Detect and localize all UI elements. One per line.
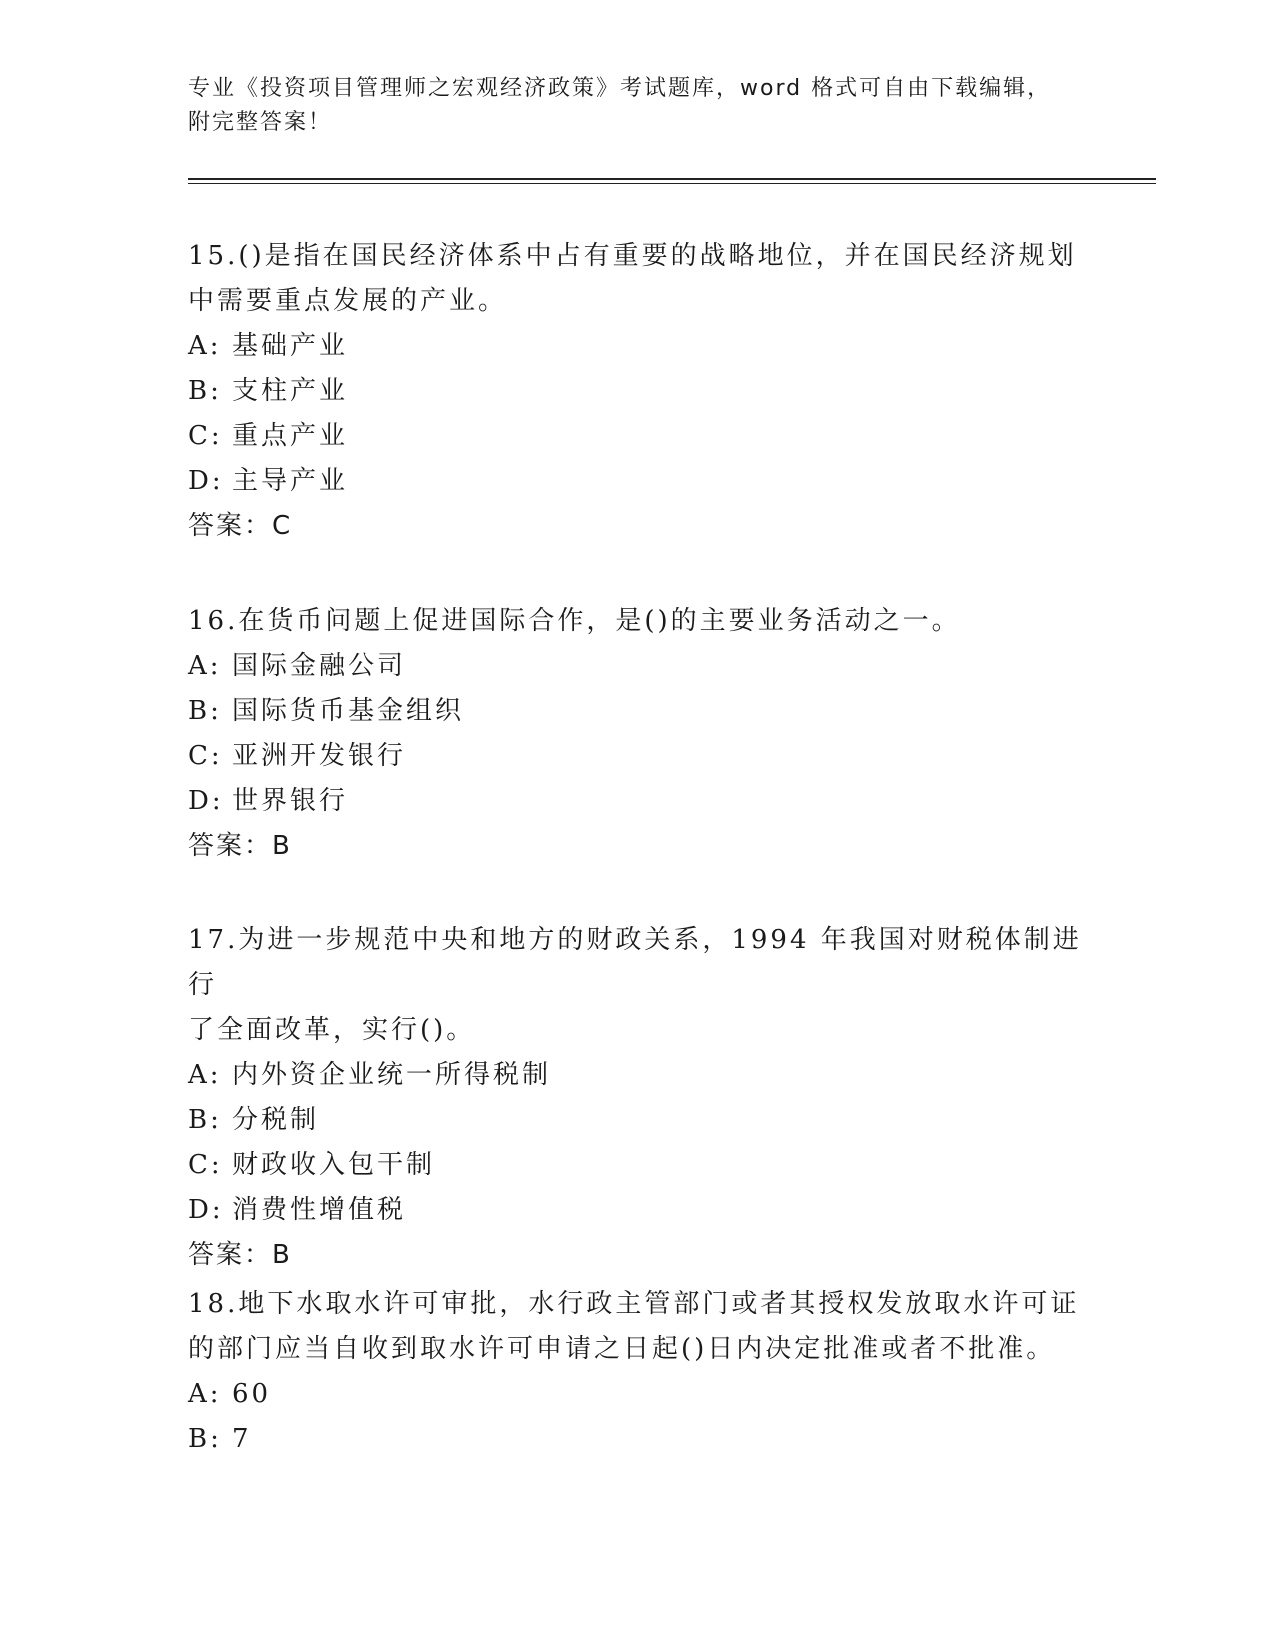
question-text-line-2: 中需要重点发展的产业。 bbox=[188, 286, 508, 316]
header-divider-thick bbox=[188, 178, 1156, 180]
document-header bbox=[188, 72, 1088, 140]
option-key: D: bbox=[188, 1195, 224, 1225]
answer-line: 答案：B bbox=[188, 1240, 292, 1270]
question-text-line-1: 15.()是指在国民经济体系中占有重要的战略地位，并在国民经济规划 bbox=[188, 241, 1077, 271]
question-text-line-2: 的部门应当自收到取水许可申请之日起()日内决定批准或者不批准。 bbox=[188, 1334, 1056, 1364]
option-text: 财政收入包干制 bbox=[232, 1150, 436, 1180]
option-text: 消费性增值税 bbox=[232, 1195, 407, 1225]
option-d bbox=[188, 1188, 1088, 1233]
option-b bbox=[188, 1417, 1088, 1462]
option-text: 国际金融公司 bbox=[232, 651, 407, 681]
option-key: A: bbox=[188, 331, 222, 361]
option-key: D: bbox=[188, 786, 224, 816]
question-text-line-1: 17.为进一步规范中央和地方的财政关系，1994 年我国对财税体制进行 bbox=[188, 925, 1082, 1000]
option-key: A: bbox=[188, 651, 222, 681]
option-text: 60 bbox=[232, 1379, 272, 1409]
option-key: C: bbox=[188, 1150, 223, 1180]
question-15 bbox=[188, 234, 1088, 549]
option-key: A: bbox=[188, 1060, 222, 1090]
option-text: 分税制 bbox=[232, 1105, 320, 1135]
question-text-line-1: 16.在货币问题上促进国际合作，是()的主要业务活动之一。 bbox=[188, 606, 961, 636]
option-a bbox=[188, 1053, 1088, 1098]
option-b bbox=[188, 1098, 1088, 1143]
option-key: A: bbox=[188, 1379, 222, 1409]
option-key: B: bbox=[188, 696, 222, 726]
option-key: C: bbox=[188, 741, 223, 771]
question-text-line-2: 了全面改革，实行()。 bbox=[188, 1015, 476, 1045]
option-text: 7 bbox=[232, 1424, 252, 1454]
option-key: B: bbox=[188, 1424, 222, 1454]
option-text: 重点产业 bbox=[232, 421, 349, 451]
option-text: 国际货币基金组织 bbox=[232, 696, 465, 726]
question-16 bbox=[188, 599, 1088, 869]
option-c bbox=[188, 414, 1088, 459]
option-c bbox=[188, 734, 1088, 779]
option-key: B: bbox=[188, 376, 222, 406]
option-c bbox=[188, 1143, 1088, 1188]
option-d bbox=[188, 459, 1088, 504]
option-text: 世界银行 bbox=[232, 786, 349, 816]
option-key: C: bbox=[188, 421, 223, 451]
option-a bbox=[188, 644, 1088, 689]
option-text: 基础产业 bbox=[232, 331, 349, 361]
option-text: 亚洲开发银行 bbox=[232, 741, 407, 771]
answer-line: 答案：C bbox=[188, 511, 293, 541]
option-text: 主导产业 bbox=[232, 466, 349, 496]
option-key: D: bbox=[188, 466, 224, 496]
answer-line: 答案：B bbox=[188, 831, 292, 861]
header-divider-thin bbox=[188, 183, 1156, 184]
option-a bbox=[188, 1372, 1088, 1417]
option-d bbox=[188, 779, 1088, 824]
option-a bbox=[188, 324, 1088, 369]
question-17 bbox=[188, 918, 1088, 1278]
question-text-line-1: 18.地下水取水许可审批，水行政主管部门或者其授权发放取水许可证 bbox=[188, 1289, 1080, 1319]
header-line-2: 附完整答案！ bbox=[188, 110, 333, 135]
option-key: B: bbox=[188, 1105, 222, 1135]
header-line-1: 专业《投资项目管理师之宏观经济政策》考试题库，word 格式可自由下载编辑， bbox=[188, 76, 1052, 101]
option-b bbox=[188, 689, 1088, 734]
question-18 bbox=[188, 1282, 1088, 1462]
option-text: 支柱产业 bbox=[232, 376, 349, 406]
option-text: 内外资企业统一所得税制 bbox=[232, 1060, 552, 1090]
option-b bbox=[188, 369, 1088, 414]
